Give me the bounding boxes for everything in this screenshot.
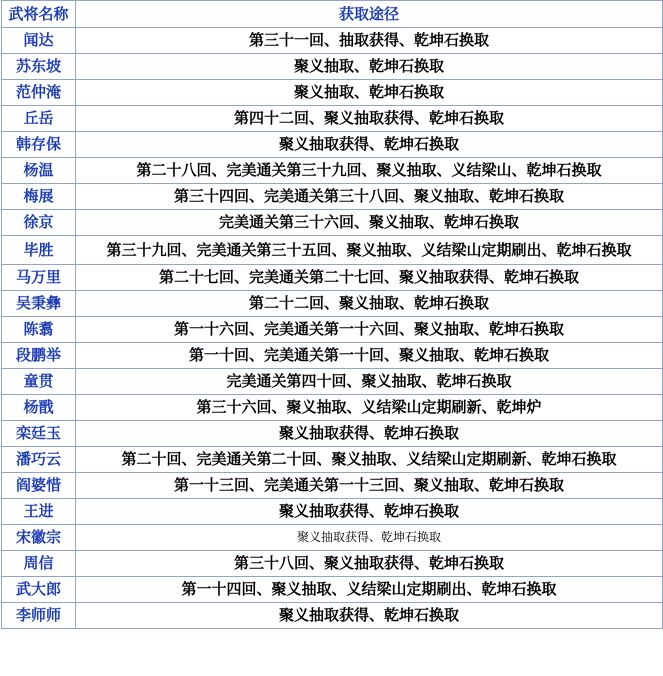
general-name: 杨戬 [2, 395, 76, 421]
acquisition-method: 聚义抽取、乾坤石换取 [76, 80, 663, 106]
acquisition-method: 第三十六回、聚义抽取、义结梁山定期刷新、乾坤炉 [76, 395, 663, 421]
general-name: 闻达 [2, 28, 76, 54]
general-name: 潘巧云 [2, 447, 76, 473]
table-row [2, 577, 663, 603]
table-row [2, 265, 663, 291]
acquisition-method: 聚义抽取获得、乾坤石换取 [76, 603, 663, 629]
acquisition-method: 完美通关第四十回、聚义抽取、乾坤石换取 [76, 369, 663, 395]
table-row [2, 54, 663, 80]
method-column-header: 获取途径 [76, 1, 663, 28]
general-name: 王进 [2, 499, 76, 525]
table-row [2, 447, 663, 473]
general-name: 毕胜 [2, 236, 76, 265]
table-row [2, 343, 663, 369]
general-name: 武大郎 [2, 577, 76, 603]
table-row [2, 80, 663, 106]
acquisition-method: 第二十回、完美通关第二十回、聚义抽取、义结梁山定期刷新、乾坤石换取 [76, 447, 663, 473]
acquisition-method: 第一十三回、完美通关第一十三回、聚义抽取、乾坤石换取 [76, 473, 663, 499]
general-name: 马万里 [2, 265, 76, 291]
general-name: 栾廷玉 [2, 421, 76, 447]
table-row [2, 158, 663, 184]
acquisition-method: 聚义抽取获得、乾坤石换取 [76, 499, 663, 525]
acquisition-method: 聚义抽取获得、乾坤石换取 [76, 421, 663, 447]
general-name: 韩存保 [2, 132, 76, 158]
acquisition-method: 第二十二回、聚义抽取、乾坤石换取 [76, 291, 663, 317]
acquisition-method: 完美通关第三十六回、聚义抽取、乾坤石换取 [76, 210, 663, 236]
table-row [2, 525, 663, 551]
table-header-row [2, 1, 663, 28]
table-row [2, 184, 663, 210]
table-row [2, 317, 663, 343]
general-name: 周信 [2, 551, 76, 577]
acquisition-method: 第四十二回、聚义抽取获得、乾坤石换取 [76, 106, 663, 132]
general-name: 段鹏举 [2, 343, 76, 369]
table-row [2, 291, 663, 317]
general-name: 阎婆惜 [2, 473, 76, 499]
table-row [2, 603, 663, 629]
name-column-header: 武将名称 [2, 1, 76, 28]
acquisition-method: 第三十八回、聚义抽取获得、乾坤石换取 [76, 551, 663, 577]
acquisition-method: 第三十四回、完美通关第三十八回、聚义抽取、乾坤石换取 [76, 184, 663, 210]
acquisition-method: 第三十九回、完美通关第三十五回、聚义抽取、义结梁山定期刷出、乾坤石换取 [76, 236, 663, 265]
table-row [2, 473, 663, 499]
general-name: 宋徽宗 [2, 525, 76, 551]
general-name: 苏东坡 [2, 54, 76, 80]
table-row [2, 551, 663, 577]
general-name: 丘岳 [2, 106, 76, 132]
table-row [2, 499, 663, 525]
acquisition-method: 第二十八回、完美通关第三十九回、聚义抽取、义结梁山、乾坤石换取 [76, 158, 663, 184]
general-name: 徐京 [2, 210, 76, 236]
acquisition-method: 第一十六回、完美通关第一十六回、聚义抽取、乾坤石换取 [76, 317, 663, 343]
general-name: 梅展 [2, 184, 76, 210]
table-row [2, 132, 663, 158]
acquisition-method: 第一十回、完美通关第一十回、聚义抽取、乾坤石换取 [76, 343, 663, 369]
table-row [2, 106, 663, 132]
general-acquisition-table [1, 0, 663, 629]
acquisition-method: 聚义抽取获得、乾坤石换取 [76, 525, 663, 551]
table-row [2, 421, 663, 447]
table-row [2, 28, 663, 54]
general-name: 李师师 [2, 603, 76, 629]
table-row [2, 210, 663, 236]
acquisition-method: 第二十七回、完美通关第二十七回、聚义抽取获得、乾坤石换取 [76, 265, 663, 291]
acquisition-method: 聚义抽取、乾坤石换取 [76, 54, 663, 80]
table-row [2, 369, 663, 395]
acquisition-method: 第一十四回、聚义抽取、义结梁山定期刷出、乾坤石换取 [76, 577, 663, 603]
general-name: 陈翥 [2, 317, 76, 343]
acquisition-method: 聚义抽取获得、乾坤石换取 [76, 132, 663, 158]
general-name: 杨温 [2, 158, 76, 184]
acquisition-method: 第三十一回、抽取获得、乾坤石换取 [76, 28, 663, 54]
general-name: 童贯 [2, 369, 76, 395]
general-name: 范仲淹 [2, 80, 76, 106]
general-name: 吴秉彝 [2, 291, 76, 317]
table-row [2, 395, 663, 421]
table-row [2, 236, 663, 265]
